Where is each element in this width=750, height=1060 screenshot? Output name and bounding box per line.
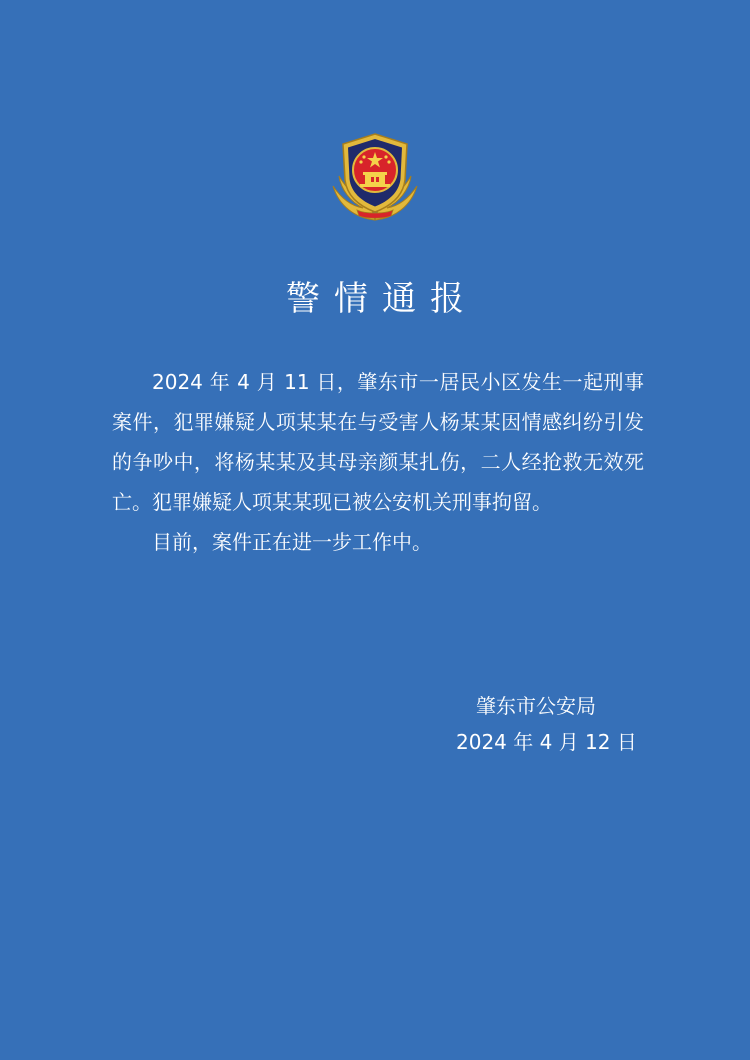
notice-body	[112, 362, 644, 562]
paragraph-incident: 2024 年 4 月 11 日，肇东市一居民小区发生一起刑事案件，犯罪嫌疑人项某某在与受害人杨某某因情感纠纷引发的争吵中，将杨某某及其母亲颜某扎伤，二人经抢救无效死亡。犯罪嫌疑人项某某现已被公安机关刑事拘留。	[112, 370, 644, 514]
police-emblem-icon	[325, 128, 425, 228]
paragraph-status: 目前，案件正在进一步工作中。	[152, 530, 432, 554]
issue-date: 2024 年 4 月 12 日	[456, 730, 637, 754]
page-title: 警情通报	[286, 279, 478, 319]
issuing-organization: 肇东市公安局	[476, 694, 596, 718]
